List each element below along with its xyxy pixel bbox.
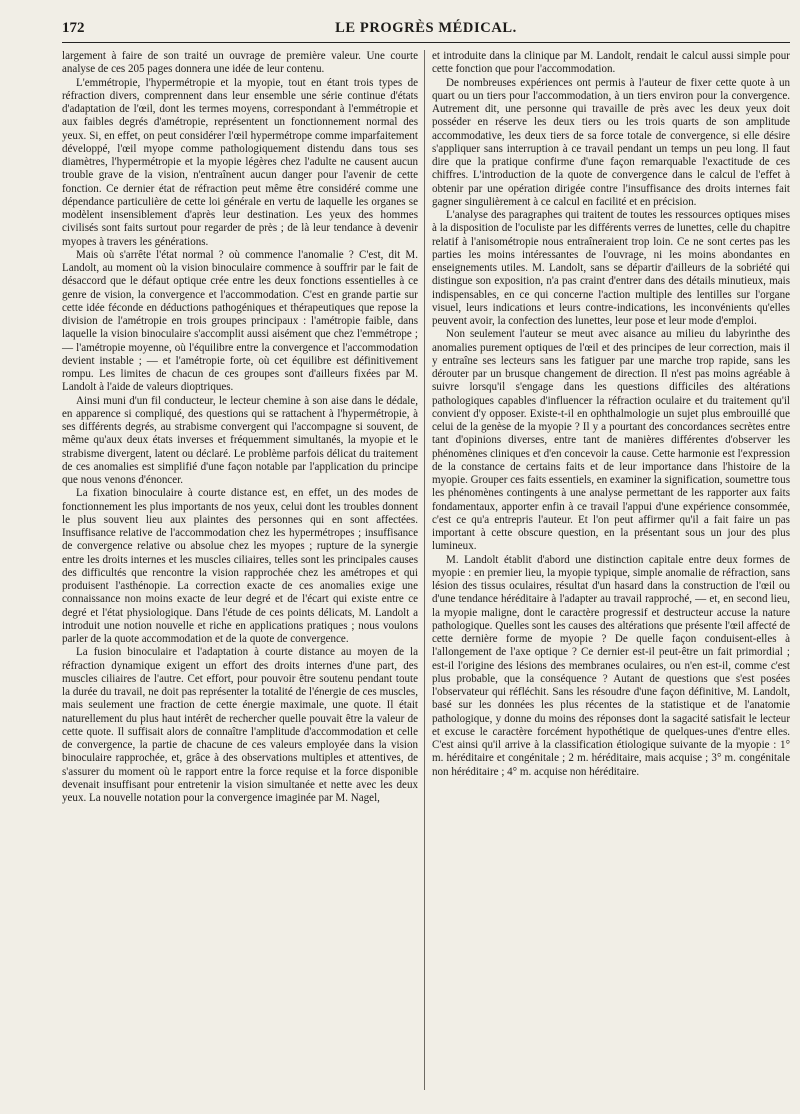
paragraph: De nombreuses expériences ont permis à l'auteur de fixer cette quote à un quart ou un tiers pour l'accommodation, à un tiers environ pour la convergence. Autrement dit, une personne qui travaille de près avec les deux yeux doit posséder en réserve les deux tiers ou les trois quarts de son amplitude accommodative, les deux tiers de sa force totale de convergence, si elle désire s'appliquer sans interruption à ce travail pendant un temps un peu long. Il faut dire que la pratique confirme d'une façon remarquable l'exactitude de ces chiffres. L'introduction de la quote de convergence dans le calcul de l'effet à obtenir par une opération dirigée contre l'insuffisance des droits internes fait gagner singulièrement à ce calcul en facilité et en précision. [432, 76, 790, 208]
right-column [432, 50, 790, 779]
paragraph: La fusion binoculaire et l'adaptation à courte distance au moyen de la réfraction dynamique exigent un effort des droits internes d'une part, des muscles ciliaires de l'autre. Cet effort, pour pouvoir être soutenu pendant toute la durée du travail, ne doit pas représenter la totalité de l'énergie de ces muscles, mais seulement une fraction de cette énergie maximale, une quote. Il était naturellement du plus haut intérêt de rechercher quelle pouvait être la valeur de cette quote. Il suffisait alors de connaître l'amplitude d'accommodation et celle de convergence, la partie de chacune de ces valeurs employée dans la vision binoculaire rapprochée, et, grâce à des observations multiples et attentives, de s'assurer du moment où le rapport entre la force requise et la force disponible devenait insuffisant pour entretenir la vision simultanée et nette avec les deux yeux. La nouvelle notation pour la convergence imaginée par M. Nagel, [62, 646, 418, 804]
paragraph: L'emmétropie, l'hypermétropie et la myopie, tout en étant trois types de réfraction divers, comprennent dans leur ensemble une série continue d'états d'adaptation de l'œil, dont les termes moyens, correspondant à l'emmétropie et aux faibles degrés d'amétropie, représentent un fonctionnement normal des yeux. Si, en effet, on peut considérer l'œil hypermétrope comme imparfaitement développé, l'œil myope comme pathologiquement distendu dans tous ses diamètres, l'hypermétropie et la myopie légères chez l'adulte ne causent aucun trouble grave de la vision, n'entraînent aucun danger pour l'avenir de cette fonction. Ce dernier état de réfraction peut même être considéré comme une dépendance particulière de cette loi générale en vertu de laquelle les organes se modèlent insensiblement d'après leur destination. Les yeux des hommes civilisés sont faits surtout pour regarder de près ; de là leur tendance à devenir myopes à travers les générations. [62, 76, 418, 248]
page-header [62, 20, 790, 43]
paragraph: Mais où s'arrête l'état normal ? où commence l'anomalie ? C'est, dit M. Landolt, au moment où la vision binoculaire commence à souffrir par le fait de désaccord que le défaut optique crée entre les deux fonctions essentielles à ce genre de vision, la convergence et l'accommodation. C'est en grande partie sur cette idée féconde en déductions pathogéniques et thérapeutiques que repose la division de l'amétropie en trois groupes principaux : l'amétropie faible, dans laquelle la vision binoculaire s'accomplit aussi aisément que chez l'emmétrope ; — l'amétropie moyenne, où l'équilibre entre la convergence et l'accommodation devient instable ; — et l'amétropie forte, où cet équilibre est définitivement rompu. Les limites de chacun de ces groupes sont d'ailleurs fixées par M. Landolt à l'aide de valeurs dioptriques. [62, 248, 418, 394]
page-number: 172 [62, 20, 85, 36]
paragraph: largement à faire de son traité un ouvrage de première valeur. Une courte analyse de ces 205 pages donnera une idée de leur contenu. [62, 50, 418, 76]
paragraph: M. Landolt établit d'abord une distinction capitale entre deux formes de myopie : en premier lieu, la myopie typique, simple anomalie de réfraction, sans lésion des tissus oculaires, résultat d'un hasard dans la construction de l'œil ou d'une tendance héréditaire à l'adapter au travail rapproché, — et, en second lieu, la myopie maligne, dont le caractère progressif et destructeur accuse la nature pathologique. Quelles sont les causes des altérations que présente l'œil affecté de cette dernière forme de myopie ? De quelle façon conduisent-elles à l'allongement de l'axe optique ? Ce dernier est-il peut-être un fait primordial ; est-il l'origine des lésions des membranes oculaires, ou n'en est-il, comme c'est plus probable, que la conséquence ? Autant de questions que s'est posées l'observateur qui réfléchit. Sans les résoudre d'une façon définitive, M. Landolt, basé sur les données les plus récentes de la statistique et de l'anatomie pathologique, y donne du moins des réponses dont la sagacité satisfait le lecteur et excuse le caractère forcément hypothétique de quelques-unes d'entre elles. C'est ainsi qu'il arrive à la classification étiologique suivante de la myopie : 1° m. héréditaire et congénitale ; 2 m. héréditaire, mais acquise ; 3° m. congénitale non héréditaire ; 4° m. acquise non héréditaire. [432, 553, 790, 778]
paragraph: L'analyse des paragraphes qui traitent de toutes les ressources optiques mises à la disposition de l'oculiste par les différents verres de lunettes, celle du chapitre relatif à l'anisométropie nous entraîneraient trop loin. Ce ne sont certes pas les parties les moins intéressantes de l'ouvrage, ni les moins abondantes en enseignements utiles. M. Landolt, sans se départir d'ailleurs de la sobriété qui distingue son exposition, n'a pas craint d'entrer dans des détails minutieux, mais indispensables, en ce qui concerne l'action multiple des lentilles sur l'organe visuel, leurs indications et leurs contre-indications, les inconvénients qu'elles peuvent avoir, la confection des lunettes, leur pose et leur mode d'emploi. [432, 209, 790, 327]
column-divider [424, 50, 425, 1090]
journal-title: LE PROGRÈS MÉDICAL. [335, 20, 517, 36]
paragraph: La fixation binoculaire à courte distance est, en effet, un des modes de fonctionnement les plus importants de nos yeux, celui dont les troubles donnent le plus souvent lieu aux plaintes des personnes qui en sont affectées. Insuffisance relative de l'accommodation chez les hypermétropes ; insuffisance de convergence relative ou absolue chez les myopes ; rupture de la synergie entre les droits internes et les muscles ciliaires, telles sont les principales causes des difficultés que rencontre la vision rapprochée chez les amétropes et qui produisent l'asthénopie. La correction exacte de ces anomalies exige une connaissance non moins exacte de leur degré et de l'écart qui existe entre ce degré et l'état physiologique. Dans l'étude de ces points délicats, M. Landolt a introduit une notion nouvelle et riche en applications pratiques ; nous voulons parler de la quote accommodation et de la quote de convergence. [62, 487, 418, 645]
paragraph: Non seulement l'auteur se meut avec aisance au milieu du labyrinthe des anomalies purement optiques de l'œil et des principes de leur correction, mais il y entraîne ses lecteurs sans les fatiguer par une marche trop rapide, sans les dérouter par un brusque changement de direction. Il n'est pas moins agréable à suivre lorsqu'il s'engage dans les questions difficiles des altérations pathologiques capables d'influencer la réfraction oculaire et du traitement qu'il convient d'y opposer. Existe-t-il en ophthalmologie un sujet plus embrouillé que celui de la genèse de la myopie ? Il y a pourtant des concordances secrètes entre tant d'opinions diverses, entre tant de manières différentes d'observer les phénomènes cliniques et d'en concevoir la cause. Cette harmonie est l'expression de la constance de certains faits et de leur importance dans l'histoire de la myopie. Grouper ces faits essentiels, en examiner la signification, soumettre tous les phénomènes contingents à une analyse permettant de les rapporter aux faits fondamentaux, apporter enfin à ce travail l'appui d'une expérience consommée, c'est ce qu'a entrepris l'auteur. Et l'on peut affirmer qu'il a fait faire un pas important à cette obscure question, en la présentant sous un jour des plus lumineux. [432, 328, 791, 553]
paragraph: et introduite dans la clinique par M. Landolt, rendait le calcul aussi simple pour cette fonction que pour l'accommodation. [432, 50, 790, 76]
left-column [62, 50, 418, 805]
paragraph: Ainsi muni d'un fil conducteur, le lecteur chemine à son aise dans le dédale, en apparence si compliqué, des questions qui se rattachent à l'hypermétropie, à ses différents degrés, au strabisme convergent qui l'accompagne si souvent, de même qu'aux deux états inverses et fréquemment simultanés, la myopie et le strabisme divergent, latent ou déclaré. Le problème parfois délicat du traitement de ces anomalies est simplifié d'une façon notable par l'application du principe que nous venons d'énoncer. [62, 394, 418, 486]
